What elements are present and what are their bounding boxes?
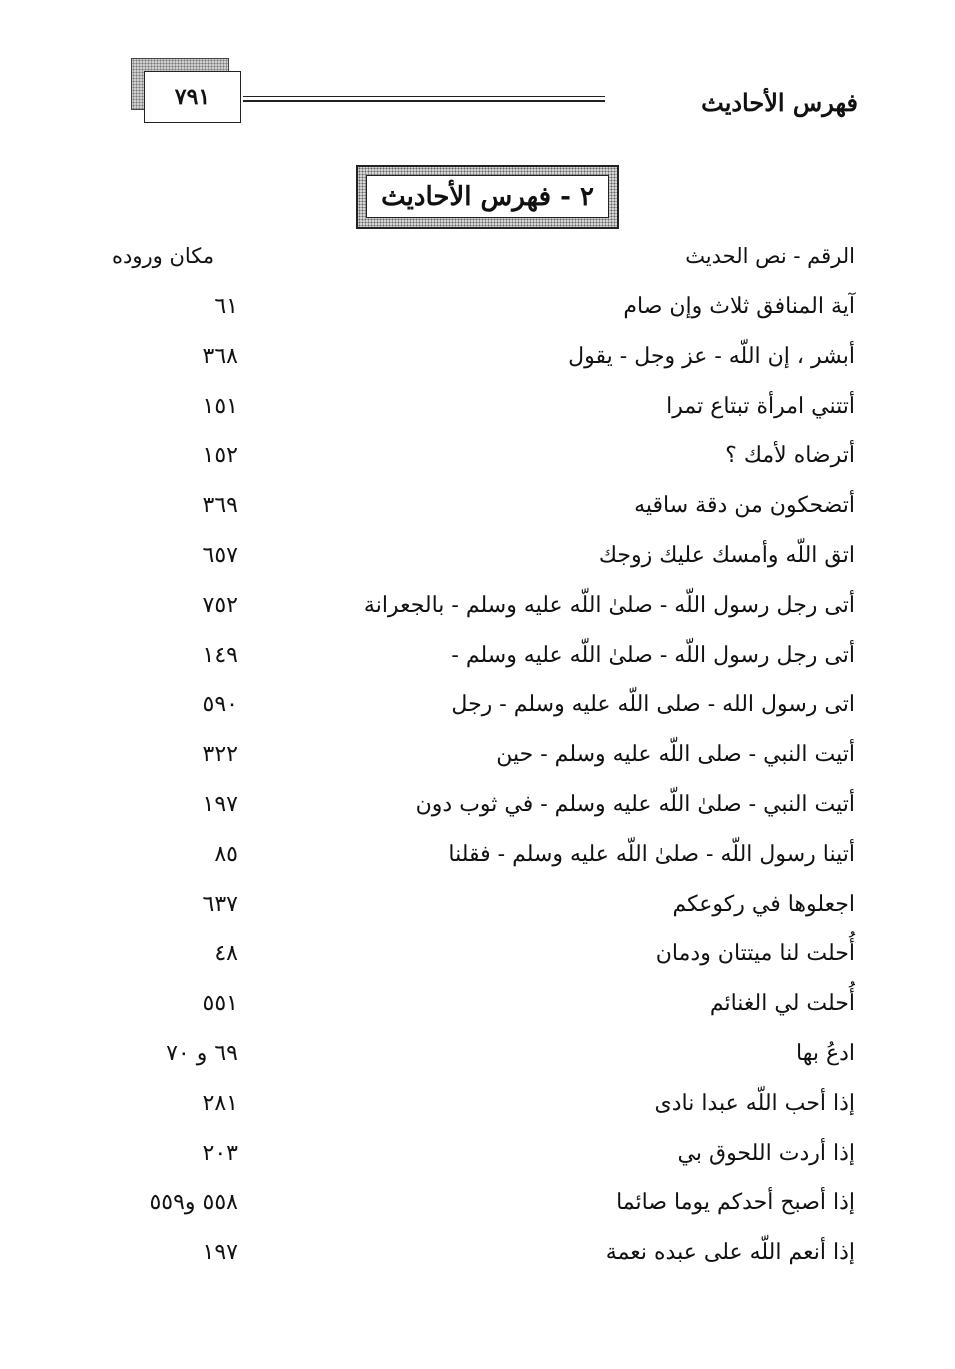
hadith-text: إذا أحب اللّه عبدا نادى [654, 1090, 855, 1116]
list-item [0, 1182, 955, 1232]
hadith-text: أترضاه لأمك ؟ [725, 443, 855, 469]
header-rule [243, 96, 605, 102]
hadith-location: ٥٥٨ و٥٥٩ [149, 1190, 238, 1216]
list-item [0, 784, 955, 834]
hadith-location: ٦٩ و ٧٠ [166, 1040, 238, 1066]
list-item [0, 286, 955, 336]
list-item [0, 585, 955, 635]
hadith-text: اجعلوها في ركوعكم [672, 891, 855, 917]
list-item [0, 336, 955, 386]
list-item [0, 1033, 955, 1083]
hadith-location: ٨٥ [214, 841, 238, 867]
hadith-text: إذا أنعم اللّه على عبده نعمة [605, 1240, 855, 1266]
section-title-box [356, 165, 619, 229]
list-item [0, 983, 955, 1033]
hadith-index-list [0, 286, 955, 1282]
hadith-text: أُحلت لي الغنائم [709, 991, 855, 1017]
hadith-location: ٧٥٢ [202, 592, 238, 618]
hadith-text: أتيت النبي - صلى اللّه عليه وسلم - حين [496, 742, 855, 768]
running-title: فهرس الأحاديث [701, 88, 858, 117]
list-item [0, 1232, 955, 1282]
hadith-text: أتيت النبي - صلىٰ اللّه عليه وسلم - في ثوب دون [415, 791, 855, 817]
hadith-text: إذا أردت اللحوق بي [677, 1140, 855, 1166]
hadith-location: ٥٩٠ [202, 692, 238, 718]
list-item [0, 535, 955, 585]
hadith-location: ٢٨١ [202, 1090, 238, 1116]
list-item [0, 834, 955, 884]
column-header-text: الرقم - نص الحديث [685, 244, 855, 268]
hadith-text: اتق اللّه وأمسك عليك زوجك [598, 542, 855, 568]
hadith-location: ٦٣٧ [202, 891, 238, 917]
section-title: ٢ - فهرس الأحاديث [366, 175, 609, 218]
column-header-location: مكان وروده [112, 244, 215, 268]
hadith-text: ادعُ بها [796, 1040, 855, 1066]
hadith-location: ٤٨ [214, 941, 238, 967]
hadith-location: ٣٢٢ [202, 742, 238, 768]
hadith-text: أتتني امرأة تبتاع تمرا [666, 393, 855, 419]
hadith-text: أتينا رسول اللّه - صلىٰ اللّه عليه وسلم - فقلنا [448, 841, 855, 867]
hadith-location: ٦١ [214, 294, 238, 319]
hadith-text: أتى رجل رسول اللّه - صلىٰ اللّه عليه وسلم - [451, 642, 855, 668]
hadith-location: ٢٠٣ [202, 1140, 238, 1166]
list-item [0, 734, 955, 784]
hadith-text: اتى رسول الله - صلى اللّه عليه وسلم - رجل [451, 692, 855, 718]
page-number: ٧٩١ [144, 71, 241, 123]
hadith-location: ٥٥١ [202, 991, 238, 1017]
hadith-text: آية المنافق ثلاث وإن صام [623, 294, 855, 319]
hadith-location: ٣٦٨ [202, 343, 238, 369]
list-item [0, 1133, 955, 1183]
hadith-text: أتضحكون من دقة ساقيه [634, 493, 855, 519]
hadith-text: إذا أصبح أحدكم يوما صائما [616, 1190, 855, 1216]
hadith-text: أُحلت لنا ميتتان ودمان [655, 941, 855, 967]
page-number-box [131, 58, 241, 124]
list-item [0, 1083, 955, 1133]
hadith-location: ١٤٩ [202, 642, 238, 668]
hadith-location: ١٩٧ [202, 1240, 238, 1266]
hadith-location: ٣٦٩ [202, 493, 238, 519]
list-item [0, 933, 955, 983]
list-item [0, 386, 955, 436]
list-item [0, 684, 955, 734]
list-item [0, 485, 955, 535]
list-item [0, 635, 955, 685]
hadith-location: ١٩٧ [202, 791, 238, 817]
hadith-text: أتى رجل رسول اللّه - صلىٰ اللّه عليه وسلم - بالجعرانة [363, 592, 855, 618]
list-item [0, 884, 955, 934]
hadith-location: ١٥٢ [202, 443, 238, 469]
hadith-location: ١٥١ [202, 393, 238, 419]
list-item [0, 435, 955, 485]
hadith-text: أبشر ، إن اللّه - عز وجل - يقول [568, 343, 855, 369]
hadith-location: ٦٥٧ [202, 542, 238, 568]
